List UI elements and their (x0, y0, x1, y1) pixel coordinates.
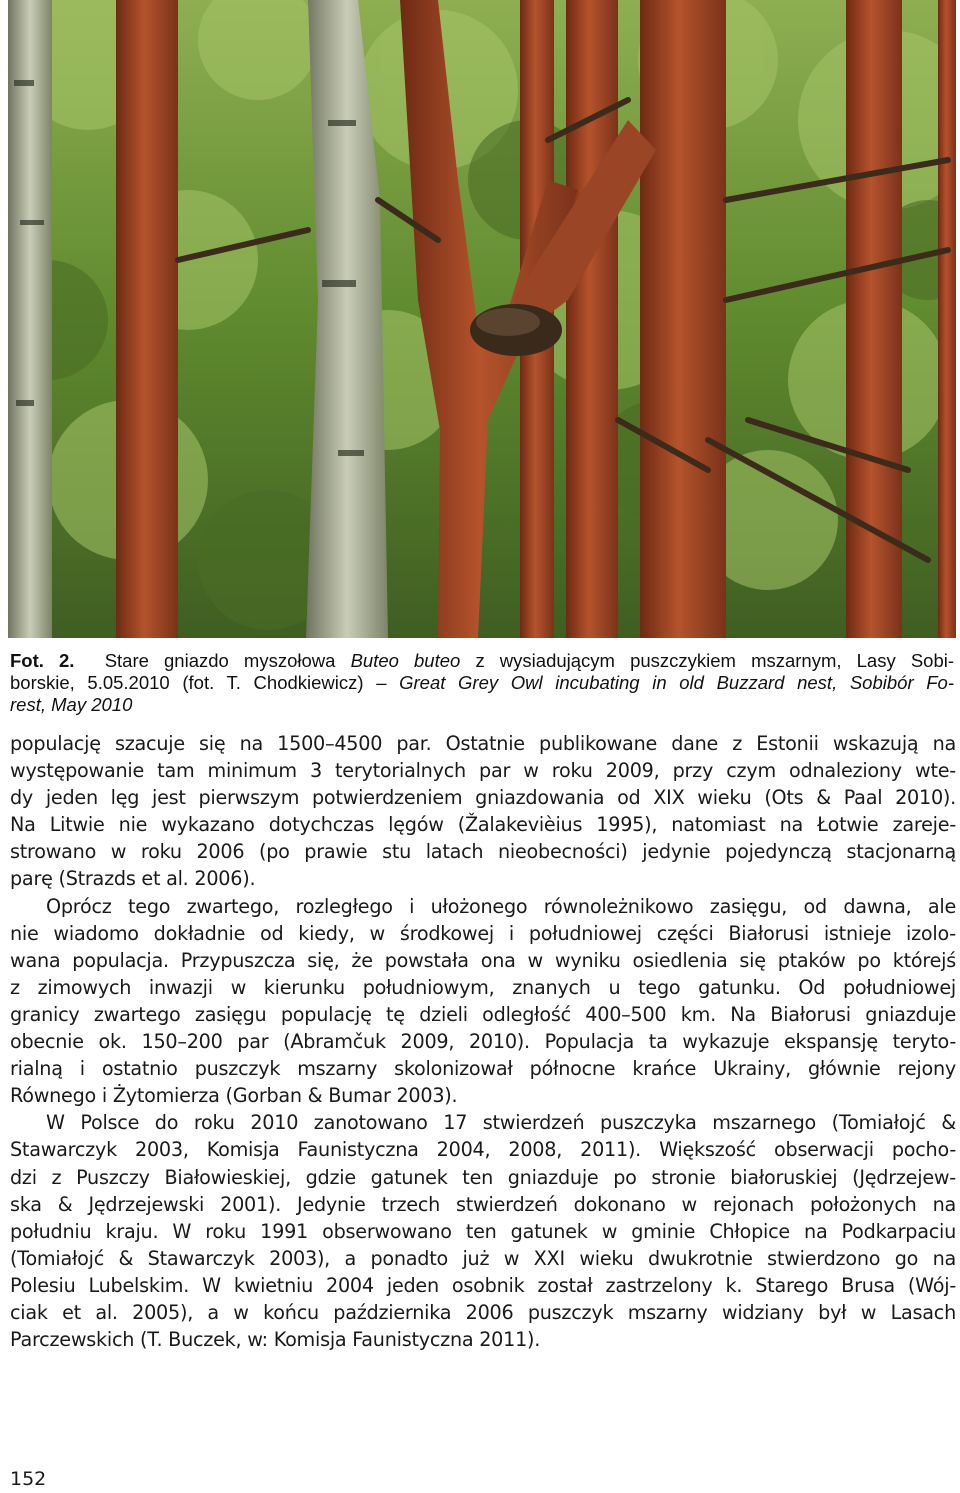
body-line: Parczewskich (T. Buczek, w: Komisja Faunistyczna 2011). (10, 1328, 541, 1352)
body-line: wana populacja. Przypuszcza się, że powstała ona w wyniku osiedlenia się ptaków po którejś (10, 948, 956, 972)
forest-photo-icon (8, 0, 956, 638)
body-line: z zimowych inwazji w kierunku południowym, znanych u tego gatunku. Od południowej (10, 975, 956, 999)
caption-line-2: borskie, 5.05.2010 (fot. T. Chodkiewicz) – Great Grey Owl incubating in old Buzzard nest, Sobibór Fo- (10, 672, 954, 693)
body-line: dy jeden lęg jest pierwszym potwierdzeniem gniazdowania od XIX wieku (Ots & Paal 2010). (10, 786, 956, 810)
body-line: obecnie ok. 150–200 par (Abramčuk 2009, 2010). Populacja ta wykazuje ekspansję teryto- (10, 1030, 956, 1054)
body-line: Na Litwie nie wykazano dotychczas lęgów (Žalakevièius 1995), natomiast na Łotwie zareje- (10, 813, 956, 837)
body-line: strowano w roku 2006 (po prawie stu latach nieobecności) jedynie pojedynczą stacjonarną (10, 840, 956, 864)
figure-caption (10, 650, 954, 716)
body-line: Oprócz tego zwartego, rozległego i ułożonego równoleżnikowo zasięgu, od dawna, ale (46, 894, 956, 918)
body-line: parę (Strazds et al. 2006). (10, 867, 256, 891)
body-line: Polesiu Lubelskim. W kwietniu 2004 jeden osobnik został zastrzelony k. Starego Brusa (Wój- (10, 1273, 956, 1297)
body-line: południu kraju. W roku 1991 obserwowano ten gatunek w gminie Chłopice na Podkarpaciu (10, 1219, 956, 1243)
body-line: rialną i ostatnio puszczyk mszarny skolonizował północne krańce Ukrainy, głównie rejony (10, 1057, 956, 1081)
body-line: granicy zwartego zasięgu populację tę dzieli odległość 400–500 km. Na Białorusi gniazduje (10, 1002, 956, 1026)
body-line: ciak et al. 2005), a w końcu października 2006 puszczyk mszarny widziany był w Lasach (10, 1300, 956, 1324)
forest-photo (8, 0, 956, 638)
body-line: dzi z Puszczy Białowieskiej, gdzie gatunek ten gniazduje po stronie białoruskiej (Jędrzejew- (10, 1165, 956, 1189)
caption-line-1: Fot. 2. Stare gniazdo myszołowa Buteo buteo z wysiadującym puszczykiem mszarnym, Lasy Sobi- (10, 650, 955, 671)
body-line: (Tomiałojć & Stawarczyk 2003), a ponadto już w XXI wieku dwukrotnie stwierdzono go na (10, 1246, 956, 1270)
page-number: 152 (10, 1468, 47, 1490)
body-line: populację szacuje się na 1500–4500 par. Ostatnie publikowane dane z Estonii wskazują na (10, 732, 956, 755)
body-line: ska & Jędrzejewski 2001). Jedynie trzech stwierdzeń dokonano w rejonach położonych na (10, 1192, 956, 1216)
caption-label: Fot. 2. (10, 650, 75, 671)
caption-line-3: rest, May 2010 (10, 694, 133, 715)
body-text (10, 730, 956, 1353)
body-line: Równego i Żytomierza (Gorban & Bumar 2003). (10, 1084, 458, 1108)
body-line: Stawarczyk 2003, Komisja Faunistyczna 2004, 2008, 2011). Większość obserwacji pocho- (10, 1138, 956, 1162)
body-line: W Polsce do roku 2010 zanotowano 17 stwierdzeń puszczyka mszarnego (Tomiałojć & (46, 1111, 956, 1135)
body-line: występowanie tam minimum 3 terytorialnych par w roku 2009, przy czym odnaleziony wte- (10, 759, 956, 783)
body-line: nie wiadomo dokładnie od kiedy, w środkowej i południowej części Białorusi istnieje izolo- (10, 921, 956, 945)
